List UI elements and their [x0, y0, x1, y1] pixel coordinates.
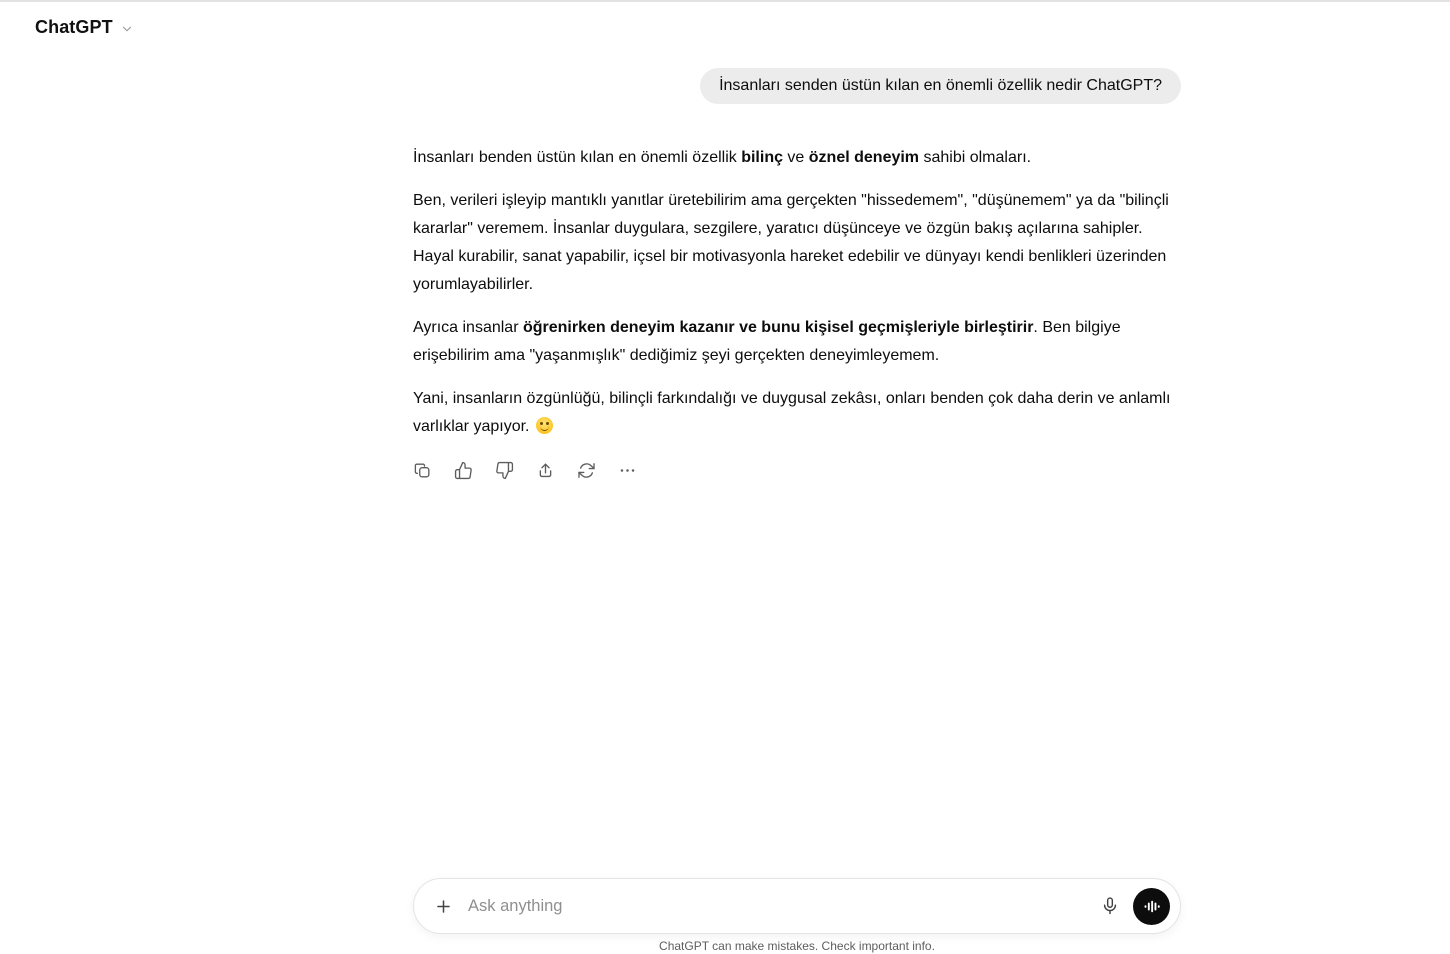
thumbs-up-icon — [454, 461, 473, 480]
more-options-button[interactable] — [613, 456, 641, 484]
message-input[interactable] — [468, 897, 1093, 916]
composer — [413, 878, 1181, 934]
assistant-paragraph: Yani, insanların özgünlüğü, bilinçli farkındalığı ve duygusal zekâsı, onları benden çok daha derin ve anlamlı varlıklar yapıyor. — [413, 390, 1171, 435]
assistant-message — [413, 144, 1181, 441]
chat-column — [413, 2, 1181, 953]
assistant-paragraph: Ayrıca insanlar öğrenirken deneyim kazanır ve bunu kişisel geçmişleriyle birleştirir. Ben bilgiye erişebilirim ama "yaşanmışlık" dediğimiz şeyi gerçekten deneyimleyemem. — [413, 319, 1121, 364]
user-message-row — [413, 68, 1181, 104]
voice-waveform-icon — [1142, 897, 1161, 916]
attach-button[interactable] — [426, 889, 460, 923]
thumbs-down-icon — [495, 461, 514, 480]
chevron-down-icon — [120, 22, 134, 36]
share-icon — [536, 461, 555, 480]
model-switcher[interactable] — [35, 17, 134, 38]
smiling-face-emoji — [536, 417, 553, 434]
message-actions — [408, 456, 1181, 484]
thumbs-up-button[interactable] — [449, 456, 477, 484]
plus-icon — [434, 897, 453, 916]
disclaimer-text: ChatGPT can make mistakes. Check important info. — [659, 939, 935, 953]
app-title: ChatGPT — [35, 17, 113, 37]
ellipsis-icon — [618, 461, 637, 480]
assistant-paragraph: Ben, verileri işleyip mantıklı yanıtlar üretebilirim ama gerçekten "hissedemem", "düşünemem" ya da "bilinçli kararlar" veremem. İnsanlar duygulara, sezgilere, yaratıcı düşünceye ve özgün bakış açılarına sahipler. Hayal kurabilir, sanat yapabilir, içsel bir motivasyonla hareket edebilir ve dünyayı kendi benlikleri üzerinden yorumlayabilirler. — [413, 192, 1169, 293]
user-message-bubble: İnsanları senden üstün kılan en önemli özellik nedir ChatGPT? — [700, 68, 1181, 104]
thumbs-down-button[interactable] — [490, 456, 518, 484]
regenerate-icon — [577, 461, 596, 480]
copy-icon — [413, 461, 432, 480]
voice-mode-button[interactable] — [1133, 888, 1170, 925]
microphone-icon — [1100, 896, 1120, 916]
dictate-button[interactable] — [1093, 889, 1127, 923]
copy-button[interactable] — [408, 456, 436, 484]
assistant-paragraph: İnsanları benden üstün kılan en önemli özellik bilinç ve öznel deneyim sahibi olmaları. — [413, 149, 1032, 166]
share-button[interactable] — [531, 456, 559, 484]
regenerate-button[interactable] — [572, 456, 600, 484]
